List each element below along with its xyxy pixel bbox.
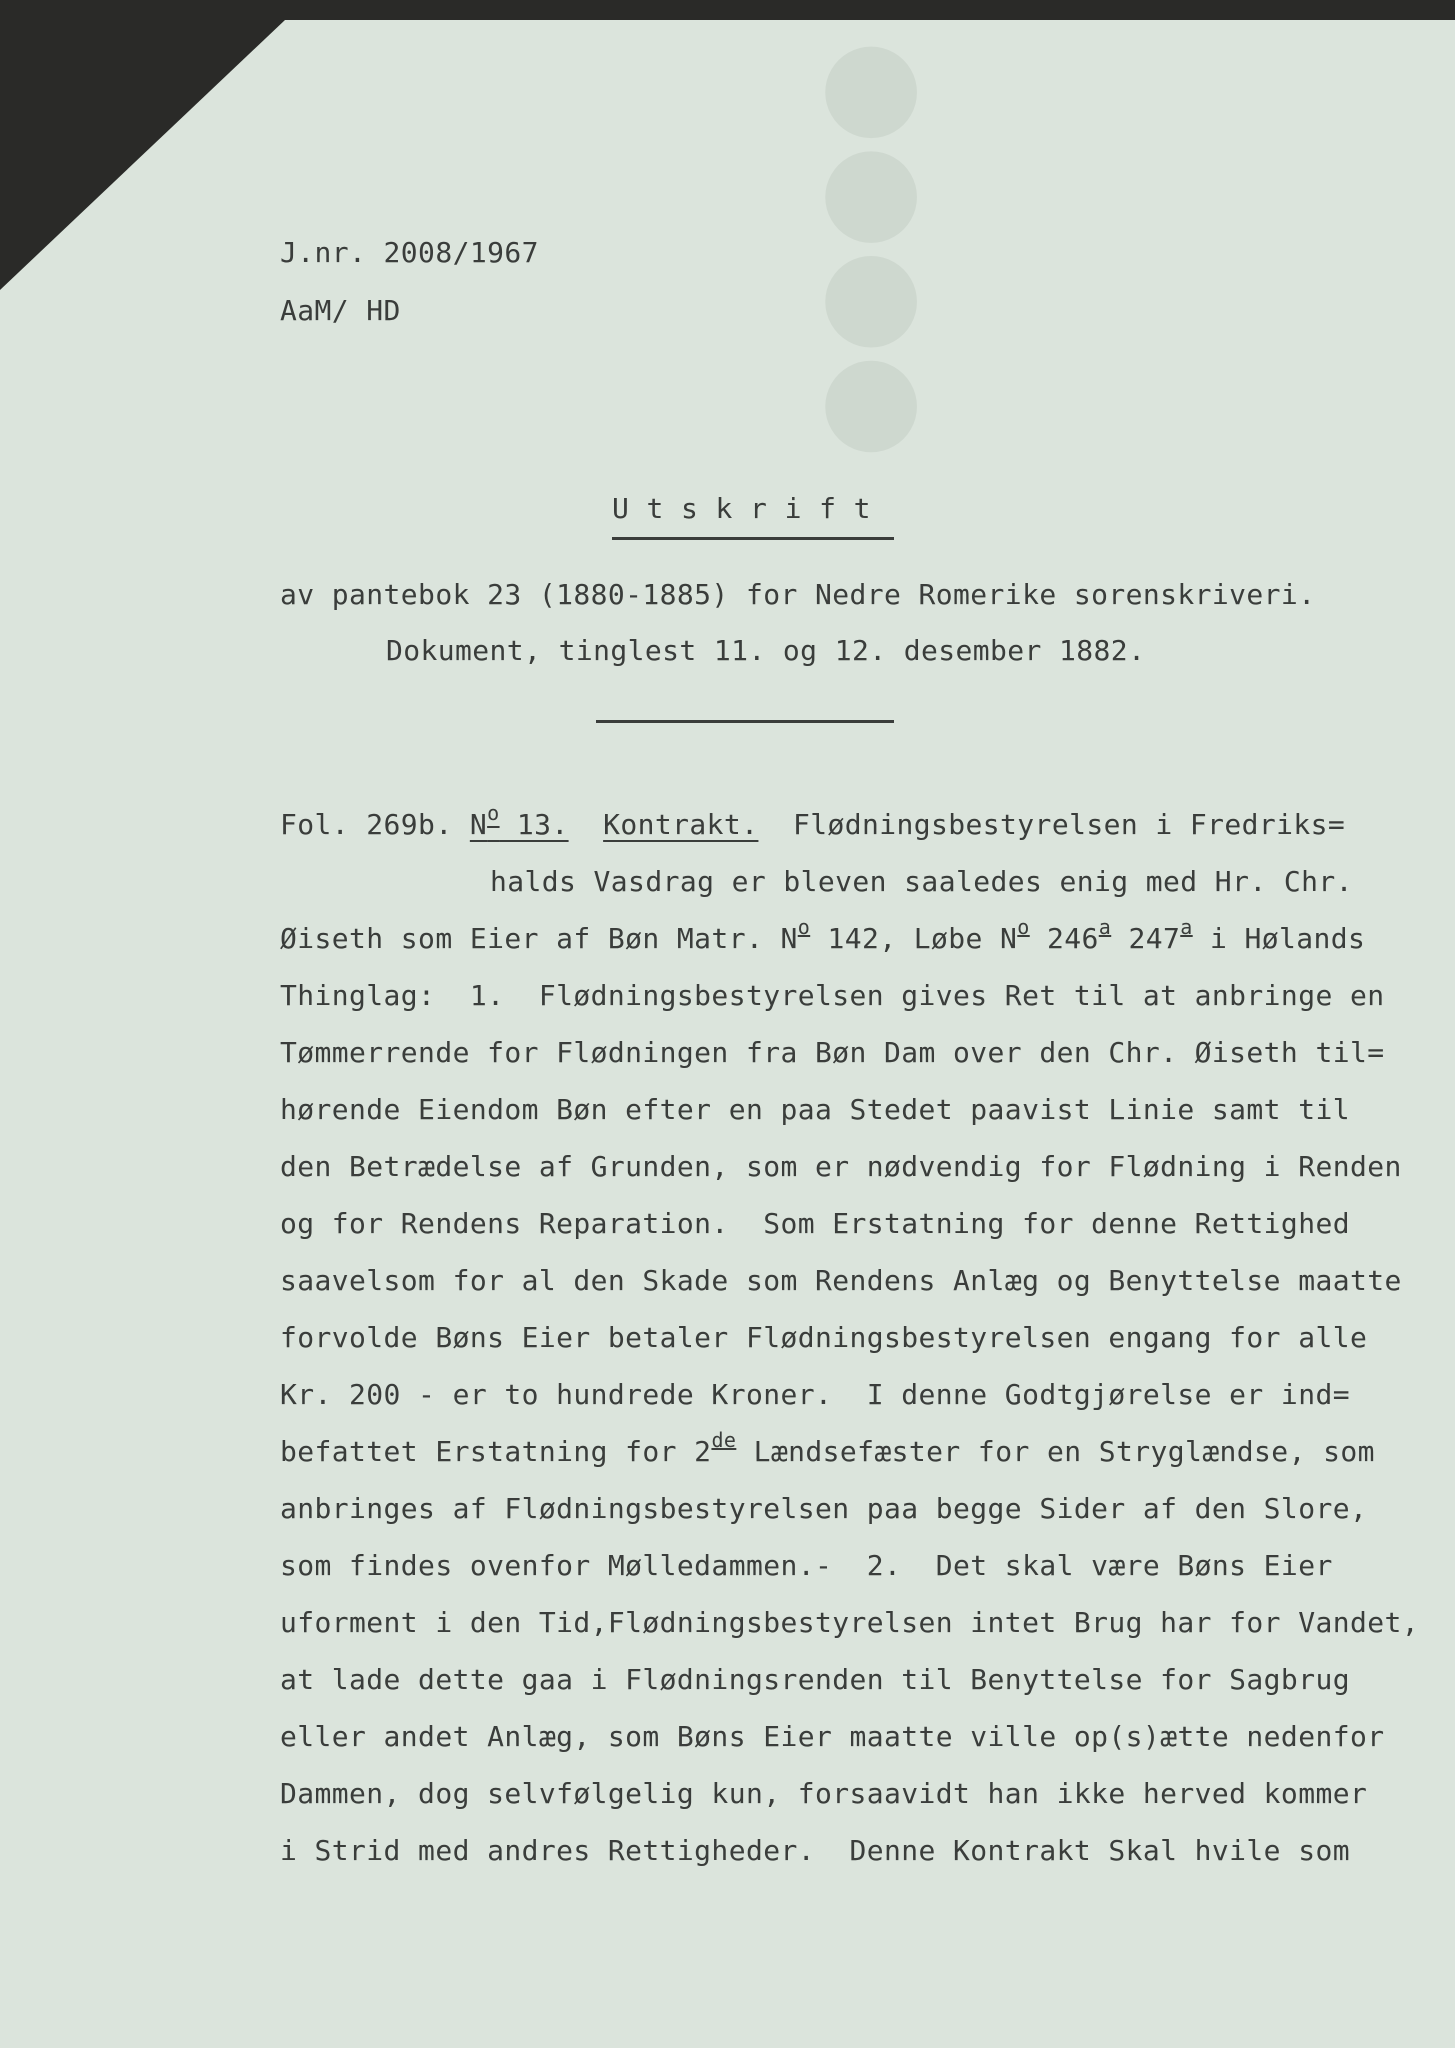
body-line-2: halds Vasdrag er bleven saaledes enig med Hr. Chr.	[490, 865, 1353, 898]
number-label: $N^o$ 13.	[469, 801, 569, 841]
body-line-10: forvolde Bøns Eier betaler Flødningsbestyrelsen engang for alle	[280, 1321, 1368, 1354]
body-line-13: anbringes af Flødningsbestyrelsen paa begge Sider af den Slore,	[280, 1492, 1368, 1525]
body-line-4: Thinglag: 1. Flødningsbestyrelsen gives Ret til at anbringe en	[280, 979, 1385, 1012]
body-line-16: at lade dette gaa i Flødningsrenden til Benyttelse for Sagbrug	[280, 1663, 1350, 1696]
body-line-14: som findes ovenfor Mølledammen.- 2. Det skal være Bøns Eier	[280, 1549, 1333, 1582]
subtitle-line-2: Dokument, tinglest 11. og 12. desember 1882.	[386, 634, 1146, 667]
body-line-1: Fol. 269b. $N^o$ 13. Kontrakt. Flødningsbestyrelsen i Fredriks=	[280, 801, 1346, 841]
body-line-19: i Strid med andres Rettigheder. Denne Kontrakt Skal hvile som	[280, 1834, 1350, 1867]
archive-stamp-watermark: ●●●●	[811, 40, 950, 459]
body-line-15: uforment i den Tid,Flødningsbestyrelsen intet Brug har for Vandet,	[280, 1606, 1419, 1639]
initials: AaM/ HD	[280, 294, 401, 327]
kontrakt-heading: Kontrakt.	[603, 808, 759, 841]
body-line-3: Øiseth som Eier af Bøn Matr. $N^o$ 142, Løbe $N^o$ 246$^a$ 247$^a$ i Hølands	[280, 915, 1366, 955]
folio-label: Fol. 269b.	[280, 808, 470, 841]
subtitle-line-1: av pantebok 23 (1880-1885) for Nedre Romerike sorenskriveri.	[280, 578, 1316, 611]
body-line-7: den Betrædelse af Grunden, som er nødvendig for Flødning i Renden	[280, 1150, 1402, 1183]
body-line-11: Kr. 200 - er to hundrede Kroner. I denne Godtgjørelse er ind=	[280, 1378, 1350, 1411]
section-divider	[596, 720, 894, 723]
body-line-18: Dammen, dog selvfølgelig kun, forsaavidt han ikke herved kommer	[280, 1777, 1368, 1810]
body-line-8: og for Rendens Reparation. Som Erstatning for denne Rettighed	[280, 1207, 1350, 1240]
body-line-12: befattet Erstatning for 2de Lændsefæster for en Stryglændse, som	[280, 1428, 1375, 1468]
body-line-9: saavelsom for al den Skade som Rendens Anlæg og Benyttelse maatte	[280, 1264, 1402, 1297]
journal-number: J.nr. 2008/1967	[280, 236, 539, 269]
body-line-5: Tømmerrende for Flødningen fra Bøn Dam over den Chr. Øiseth til=	[280, 1036, 1385, 1069]
page-title: U t s k r i f t	[612, 492, 871, 525]
body-line-6: hørende Eiendom Bøn efter en paa Stedet paavist Linie samt til	[280, 1093, 1350, 1126]
body-line-17: eller andet Anlæg, som Bøns Eier maatte ville op(s)ætte nedenfor	[280, 1720, 1385, 1753]
title-underline	[612, 537, 894, 540]
